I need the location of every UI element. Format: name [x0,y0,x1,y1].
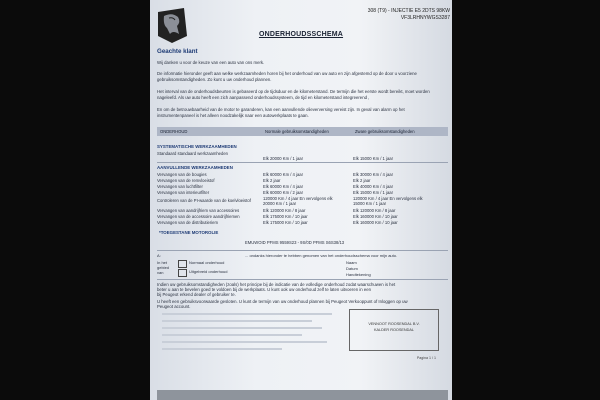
table-header [157,127,448,136]
table-row-severe: Elk 2 jaar [353,178,371,183]
greeting: Geachte klant [157,48,198,55]
page-footer: Pagina 1 / 1 [416,356,436,360]
section-oil: *TOEGESTANE MOTOROLIE [159,230,219,235]
standard-row-label: Standaard standaard werkzaamheden [157,151,229,156]
divider [157,250,448,251]
table-row-severe: Elk 15000 Km / 1 jaar [353,190,394,195]
intro-line-1: De informatie hieronder geeft aan welke werkzaamheden horen bij het onderhoud van uw auto en zijn afgestemd op de door u voorziene [157,71,417,76]
table-row: Vervangen van de remvloeistof [157,178,215,183]
faint-text-line [162,341,327,343]
table-row: Vervangen van de distributieriem [157,220,218,225]
intro-line-2: gebruiksomstandigheden. Zo kunt u uw onderhoud plannen. [157,77,272,82]
signature-label: Handtekening [346,272,371,277]
section-additional: AANVULLENDE WERKZAAMHEDEN [157,165,233,170]
standard-row-normal: Elk 20000 Km / 1 jaar [263,156,304,161]
table-row-normal: Elk 60000 Km / 4 jaar [263,184,304,189]
stamp-line: VENNOOT ROOSENDAL B.V. [368,322,420,326]
form-left-label: In het [157,260,168,265]
table-row: Vervangen van de bougies [157,172,207,177]
table-row-normal: 120000 Km / 4 jaar En vervolgens elk [263,196,333,201]
oil-spec-line: EMUWOID PFMS 9559S23 - 9S/0D PFMS S6S38/13 [245,240,345,245]
section-systematic: SYSTEMATISCHE WERKZAAMHEDEN [157,144,237,149]
dealer-stamp [349,309,439,351]
closing-line: beter u aan te bevelen goed te voldoen bij de werkplaats. U kunt ook uw onderhoud zelf te laten uitvoeren in een [157,287,372,292]
table-row: Vervangen van luchtfilter [157,184,203,189]
divider [157,279,448,280]
table-row: Controleren van de PI-waarde van de koelvloeistof [157,198,251,203]
faint-text-line [162,327,322,329]
vehicle-header [368,8,450,22]
table-row-normal: Elk 60000 Km / 4 jaar [263,172,304,177]
closing-line: U heeft een gebruiksvoorwaarde gesloten. U kunt de termijn van uw onderhoud plannen bij Peugeot Verkooppunt of Inloggen op uw [157,299,408,304]
table-row-severe: Elk 160000 Km / 10 jaar [353,214,398,219]
table-row: Vervangen van de accessoire aandrijfriemen [157,214,240,219]
checkbox-extended-label: Uitgebreid onderhoud [189,269,228,274]
divider [157,162,448,163]
table-row: Vervangen van aandrijfriem van accessoires [157,208,240,213]
date-label: Datum [346,266,358,271]
table-row-severe: Elk 160000 Km / 10 jaar [353,220,398,225]
standard-row-severe: Elk 15000 Km / 1 jaar [353,156,394,161]
faint-text-line [162,313,332,315]
checkbox-normal[interactable] [178,260,187,268]
closing-line: Peugeot account. [157,304,191,309]
checkbox-extended[interactable] [178,269,187,277]
table-row-normal: Elk 120000 Km / 8 jaar [263,208,306,213]
col-severe: Zware gebruiksomstandigheden [355,129,415,134]
col-onderhoud: ONDERHOUD [160,129,188,134]
intro-line-5: En om de betrouwbaarheid van de motor te garanderen, kan een aanvullende olieverversing vereist zijn. In geval van alarm op het [157,107,405,112]
intro-line-3: Het interval van de onderhoudsbeurten is gebaseerd op de tijdsduur en de kilometerstand. De termijn die het eerste wordt bereikt, moet worden [157,89,430,94]
table-row-severe: Elk 40000 Km / 4 jaar [353,184,394,189]
faint-text-line [162,334,302,336]
peugeot-lion-logo [154,6,190,44]
bottom-shadow [157,390,448,400]
form-paragraph: ... ondanks hieronder te hebben genomen van het onderhoudsschema voor mijn auto. [245,253,398,258]
intro-line-4: nageleefd. Als uw auto heeft een zich aanpassend onderhoudssysteem, de tijd en kilometerstand integreerend , [157,95,370,100]
page-title: ONDERHOUDSSCHEMA [258,31,344,38]
maintenance-document [150,0,452,400]
vin: VF3LRHNYWGS3287 [400,15,450,21]
model-line: 308 (T9) - INJECTIE E5 2DTS 98KW [367,8,450,14]
checkbox-normal-label: Normaal onderhoud [189,260,225,265]
table-row-normal: Elk 175000 Km / 10 jaar [263,220,308,225]
table-row-severe-cont: 15000 Km / 1 jaar [353,201,387,206]
closing-line: Indien uw gebruiksomstandigheden (zoals) het principe bij de indicatie van de volledige onderhoud zodat waarschuwen is het [157,282,396,287]
faint-text-line [162,348,282,350]
table-row: Vervangen van interieurfilter [157,190,210,195]
faint-text-line [162,320,312,322]
col-normal: Normale gebruiksomstandigheden [265,129,329,134]
stamp-line: KALDER ROOSENDAL [373,328,415,332]
closing-line: bij Peugeot erkend dealer of gebruiker te. [157,292,236,297]
table-row-severe: Elk 30000 Km / 4 jaar [353,172,394,177]
table-row-normal: Elk 175000 Km / 10 jaar [263,214,308,219]
table-row-severe: 120000 Km / 4 jaar En vervolgens elk [353,196,423,201]
intro-line-0: Wij danken u voor de keuze van een auto van ons merk. [157,60,265,65]
form-a-label: A: [157,253,161,258]
form-left-label: gebied [157,265,170,270]
name-label: Naam [346,260,357,265]
form-left-label: van [157,270,164,275]
intro-line-6: instrumentenpaneel is het alleen noodzakelijk naar een autowerkplaats te gaan. [157,113,309,118]
table-row-normal: Elk 2 jaar [263,178,281,183]
table-row-severe: Elk 120000 Km / 8 jaar [353,208,396,213]
table-row-normal: Elk 60000 Km / 2 jaar [263,190,304,195]
table-row-normal-cont: 20000 Km / 1 jaar [263,201,297,206]
